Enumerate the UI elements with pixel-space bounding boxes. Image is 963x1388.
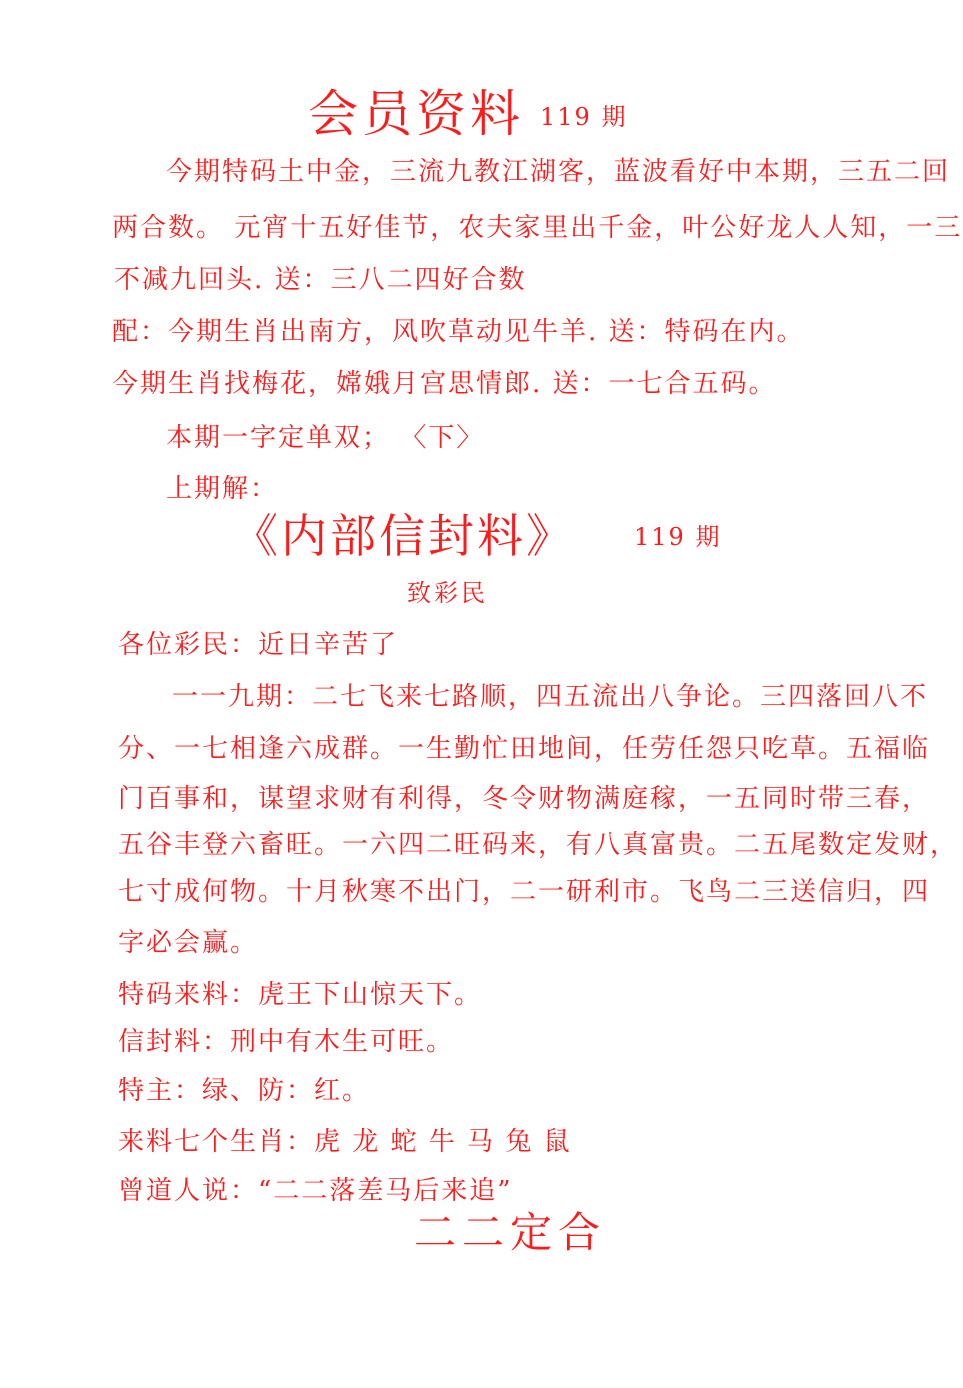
letter-greeting: 各位彩民：近日辛苦了 — [118, 630, 399, 660]
issue-number: 119 期 — [540, 103, 628, 131]
document-title: 会员资料 — [308, 85, 524, 143]
final-conclusion: 二二定合 — [414, 1208, 607, 1257]
letter-item: 信封料：刑中有木生可旺。 — [118, 1027, 455, 1057]
letter-body-line: 一一九期：二七飞来七路顺，四五流出八争论。三四落回八不 — [172, 682, 929, 712]
letter-item: 特主：绿、防：红。 — [118, 1076, 371, 1106]
intro-line: 今期生肖找梅花，嫦娥月宫思情郎. 送：一七合五码。 — [112, 369, 777, 399]
letter-issue-number: 119 期 — [634, 523, 722, 551]
letter-body-line: 五谷丰登六畜旺。一六四二旺码来，有八真富贵。二五尾数定发财， — [118, 830, 959, 860]
intro-line: 不减九回头. 送：三八二四好合数 — [114, 265, 527, 295]
letter-item: 特码来料：虎王下山惊天下。 — [118, 980, 483, 1010]
letter-body-line: 分、一七相逢六成群。一生勤忙田地间，任劳任怨只吃草。五福临 — [118, 734, 931, 764]
letter-body-line: 门百事和，谋望求财有利得，冬令财物满庭稼，一五同时带三春， — [118, 784, 931, 814]
letter-body-line: 七寸成何物。十月秋寒不出门，二一研利市。飞鸟二三送信归，四 — [118, 877, 931, 907]
intro-line: 两合数。 元宵十五好佳节，农夫家里出千金，叶公好龙人人知，一三 — [112, 213, 963, 243]
intro-line: 本期一字定单双； 〈下〉 — [166, 423, 485, 453]
letter-title: 《内部信封料》 — [232, 509, 575, 563]
letter-subtitle: 致彩民 — [407, 579, 488, 607]
letter-body-line: 字必会赢。 — [118, 928, 259, 958]
letter-item: 曾道人说：“二二落差马后来追” — [118, 1176, 513, 1206]
intro-line: 配：今期生肖出南方，风吹草动见牛羊. 送：特码在内。 — [112, 317, 805, 347]
letter-item: 来料七个生肖：虎 龙 蛇 牛 马 兔 鼠 — [118, 1127, 572, 1157]
intro-line: 上期解： — [166, 474, 279, 504]
intro-line: 今期特码土中金，三流九教江湖客，蓝波看好中本期，三五二回 — [166, 157, 951, 187]
